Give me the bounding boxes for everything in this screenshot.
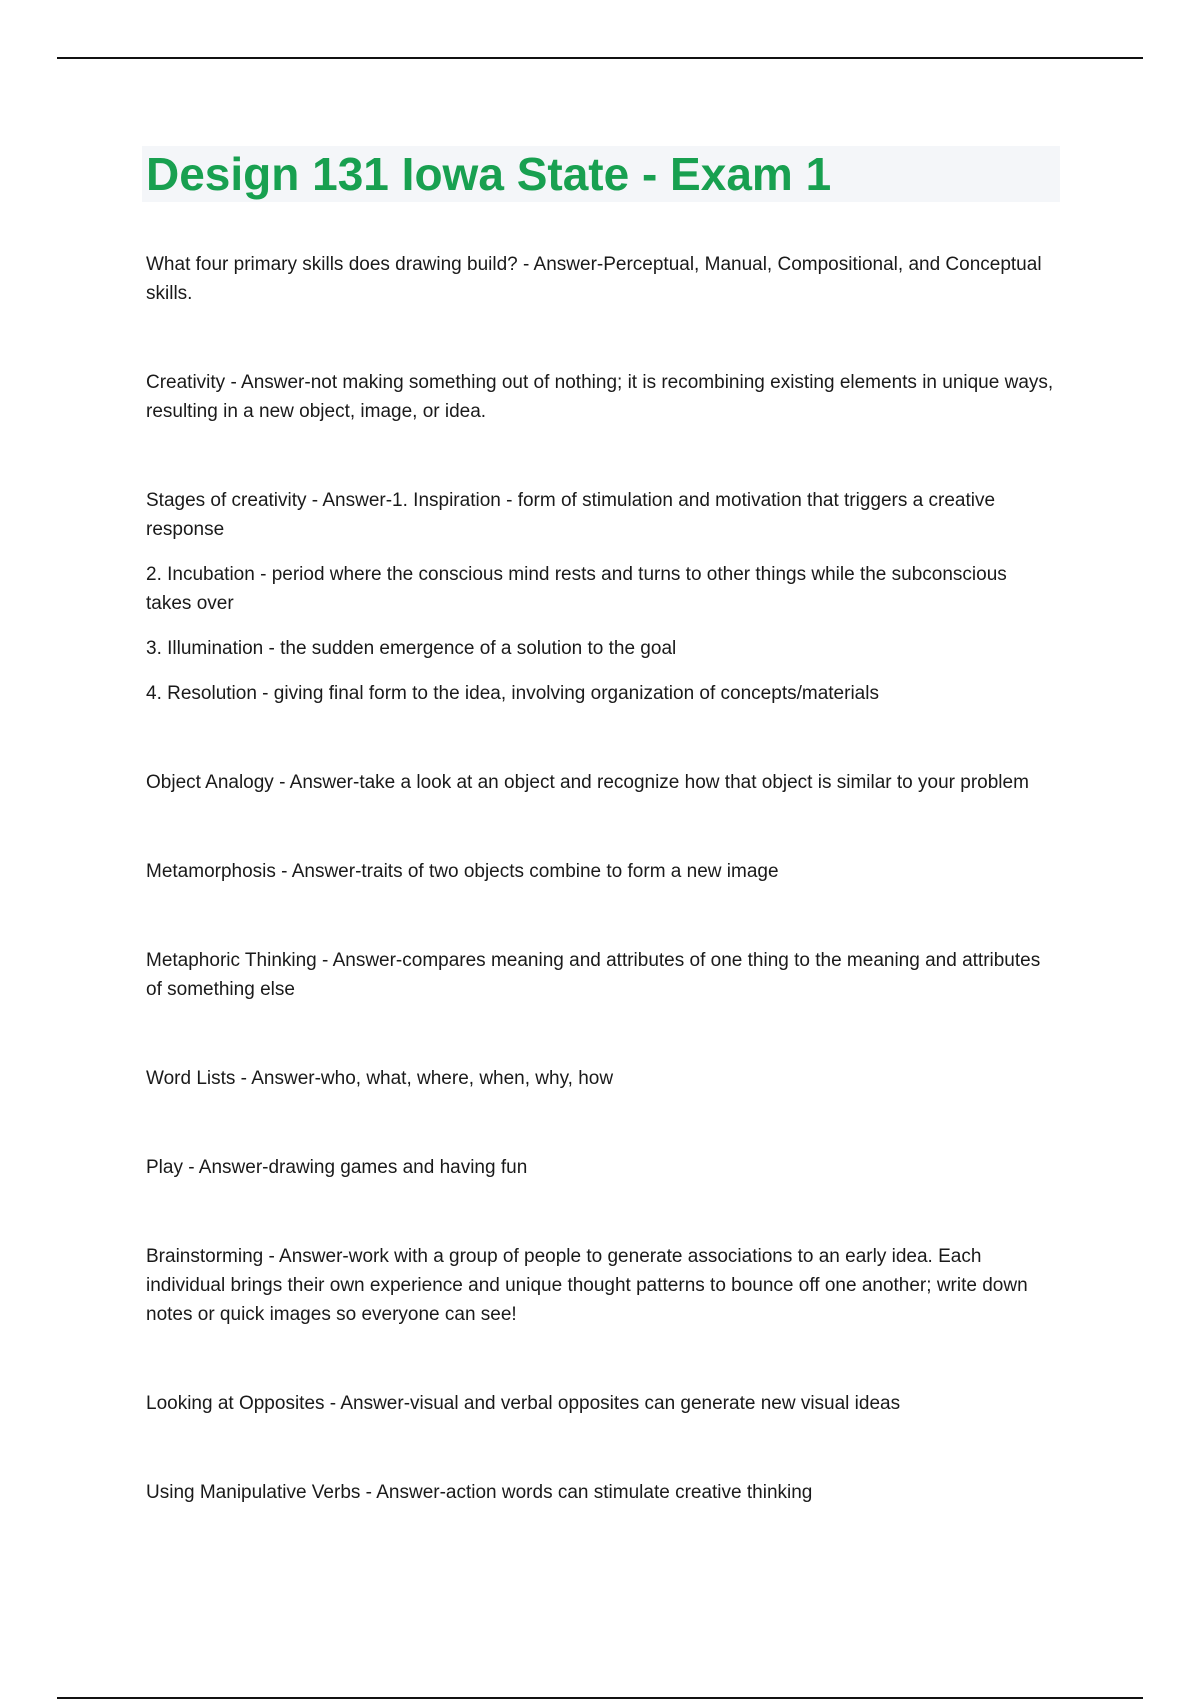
document-body [142,146,1060,1567]
qa-text: Looking at Opposites - Answer-visual and verbal opposites can generate new visual ideas [146,1393,901,1414]
qa-text: 2. Incubation - period where the conscious mind rests and turns to other things while the subconscious takes over [146,564,1007,614]
qa-text: Creativity - Answer-not making something out of nothing; it is recombining existing elements in unique ways, resulting in a new object, image, or idea. [146,372,1054,422]
qa-entry [146,1389,1056,1418]
page-title: Design 131 Iowa State - Exam 1 [146,148,832,200]
qa-entry [146,946,1056,1004]
qa-entry [146,486,1056,708]
qa-entry [146,1153,1056,1182]
qa-text: Metaphoric Thinking - Answer-compares meaning and attributes of one thing to the meaning and attributes of something else [146,950,1041,1000]
footer-rule [57,1697,1143,1699]
qa-text: Brainstorming - Answer-work with a group of people to generate associations to an early idea. Each individual brings their own experience and unique thought patterns to bounce off one another; write down notes or quick images so everyone can see! [146,1246,1028,1325]
qa-text: Word Lists - Answer-who, what, where, when, why, how [146,1068,614,1089]
qa-text: 3. Illumination - the sudden emergence of a solution to the goal [146,638,677,659]
qa-text: Metamorphosis - Answer-traits of two objects combine to form a new image [146,861,779,882]
title-band [142,146,1060,202]
qa-text: What four primary skills does drawing build? - Answer-Perceptual, Manual, Compositional, and Conceptual skills. [146,254,1042,304]
qa-text: Using Manipulative Verbs - Answer-action words can stimulate creative thinking [146,1482,813,1503]
qa-entry [146,1242,1056,1329]
qa-entry [146,768,1056,797]
qa-text: Play - Answer-drawing games and having fun [146,1157,528,1178]
qa-entry [146,1064,1056,1093]
qa-entry [146,857,1056,886]
qa-entry [146,1478,1056,1507]
qa-text: Stages of creativity - Answer-1. Inspiration - form of stimulation and motivation that triggers a creative response [146,490,996,540]
qa-entry [146,368,1056,426]
qa-text: Object Analogy - Answer-take a look at an object and recognize how that object is similar to your problem [146,772,1029,793]
qa-entry [146,250,1056,308]
qa-text: 4. Resolution - giving final form to the idea, involving organization of concepts/materials [146,683,879,704]
header-rule [57,57,1143,59]
